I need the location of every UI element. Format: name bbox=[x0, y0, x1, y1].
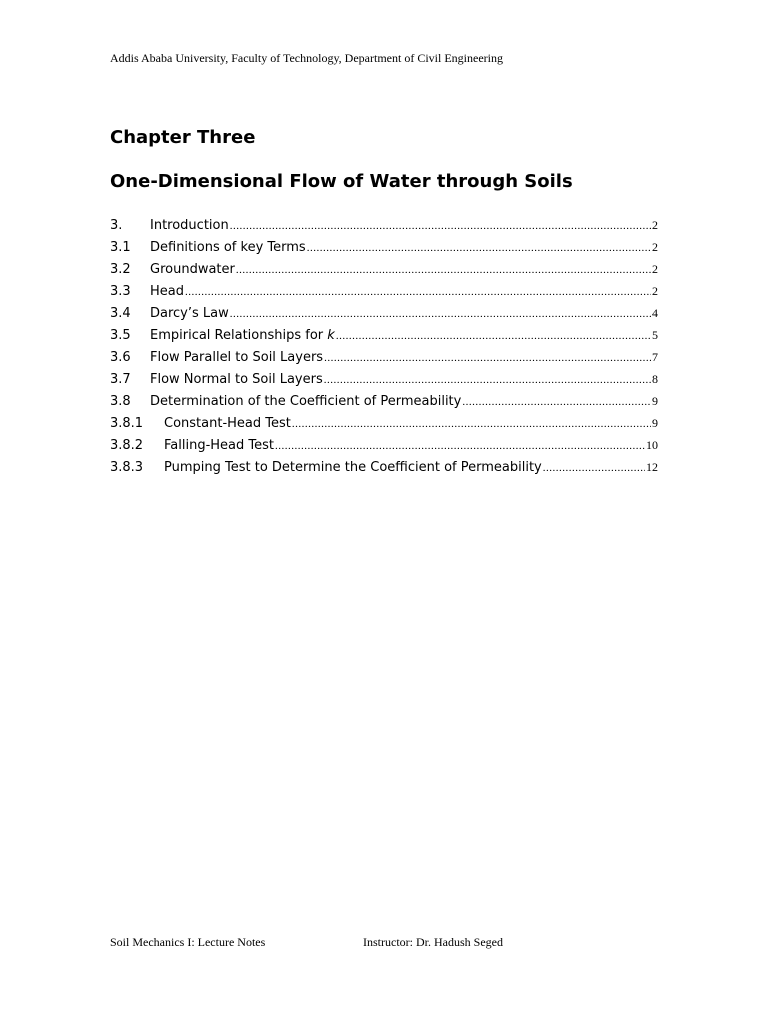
toc-entry-flow-normal[interactable] bbox=[110, 368, 658, 390]
toc-entry-page: 2 bbox=[652, 240, 658, 254]
toc-entry-empirical-relationships[interactable] bbox=[110, 324, 658, 346]
toc-entry-darcys-law[interactable] bbox=[110, 302, 658, 324]
toc-dot-leader bbox=[324, 369, 651, 391]
table-of-contents bbox=[110, 214, 658, 478]
toc-entry-flow-parallel[interactable] bbox=[110, 346, 658, 368]
toc-dot-leader bbox=[292, 413, 651, 435]
toc-entry-page: 5 bbox=[652, 328, 658, 342]
toc-dot-leader bbox=[336, 325, 651, 347]
toc-entry-page: 2 bbox=[652, 284, 658, 298]
toc-dot-leader bbox=[230, 215, 651, 237]
toc-entry-head[interactable] bbox=[110, 280, 658, 302]
toc-dot-leader bbox=[275, 435, 645, 457]
toc-entry-page: 2 bbox=[652, 218, 658, 232]
toc-entry-title: Darcy’s Law bbox=[150, 306, 229, 321]
running-header: Addis Ababa University, Faculty of Technology, Department of Civil Engineering bbox=[110, 51, 503, 65]
toc-entry-number: 3.7 bbox=[110, 372, 131, 387]
toc-entry-page: 10 bbox=[646, 438, 658, 452]
toc-entry-groundwater[interactable] bbox=[110, 258, 658, 280]
toc-entry-title: Definitions of key Terms bbox=[150, 240, 306, 255]
toc-entry-number: 3.1 bbox=[110, 240, 131, 255]
toc-entry-falling-head-test[interactable] bbox=[110, 434, 658, 456]
toc-entry-page: 8 bbox=[652, 372, 658, 386]
toc-entry-number: 3.8.2 bbox=[110, 438, 144, 453]
toc-entry-determination[interactable] bbox=[110, 390, 658, 412]
toc-entry-definitions[interactable] bbox=[110, 236, 658, 258]
chapter-title: Chapter Three bbox=[110, 127, 256, 148]
toc-dot-leader bbox=[543, 457, 645, 479]
toc-entry-title: Head bbox=[150, 284, 184, 299]
toc-dot-leader bbox=[462, 391, 651, 413]
toc-entry-title-text: Empirical Relationships for bbox=[150, 328, 328, 343]
toc-entry-page: 9 bbox=[652, 416, 658, 430]
toc-entry-title: Flow Parallel to Soil Layers bbox=[150, 350, 324, 365]
toc-entry-title: Falling-Head Test bbox=[164, 438, 274, 453]
toc-entry-page: 7 bbox=[652, 350, 658, 364]
toc-dot-leader bbox=[230, 303, 651, 325]
toc-entry-number: 3.4 bbox=[110, 306, 131, 321]
toc-dot-leader bbox=[324, 347, 651, 369]
toc-entry-title: Determination of the Coefficient of Permeability bbox=[150, 394, 462, 409]
toc-entry-number: 3.5 bbox=[110, 328, 131, 343]
footer-course-title: Soil Mechanics I: Lecture Notes bbox=[110, 935, 266, 949]
toc-entry-pumping-test[interactable] bbox=[110, 456, 658, 478]
toc-entry-page: 4 bbox=[652, 306, 658, 320]
toc-entry-page: 9 bbox=[652, 394, 658, 408]
toc-entry-number: 3. bbox=[110, 218, 123, 233]
toc-entry-introduction[interactable] bbox=[110, 214, 658, 236]
toc-dot-leader bbox=[185, 281, 651, 303]
toc-entry-title: Pumping Test to Determine the Coefficient of Permeability bbox=[164, 460, 542, 475]
toc-entry-number: 3.8.3 bbox=[110, 460, 144, 475]
toc-dot-leader bbox=[236, 259, 651, 281]
toc-entry-title-italic: k bbox=[327, 328, 335, 343]
toc-entry-constant-head-test[interactable] bbox=[110, 412, 658, 434]
toc-entry-title bbox=[150, 325, 335, 347]
toc-entry-number: 3.8 bbox=[110, 394, 131, 409]
toc-entry-number: 3.6 bbox=[110, 350, 131, 365]
toc-entry-number: 3.3 bbox=[110, 284, 131, 299]
toc-entry-title: Groundwater bbox=[150, 262, 235, 277]
toc-entry-title: Introduction bbox=[150, 218, 229, 233]
toc-entry-number: 3.8.1 bbox=[110, 416, 144, 431]
toc-entry-page: 2 bbox=[652, 262, 658, 276]
toc-entry-title: Constant-Head Test bbox=[164, 416, 291, 431]
footer-instructor: Instructor: Dr. Hadush Seged bbox=[363, 935, 503, 949]
toc-entry-page: 12 bbox=[646, 460, 658, 474]
toc-entry-title: Flow Normal to Soil Layers bbox=[150, 372, 323, 387]
toc-dot-leader bbox=[307, 237, 651, 259]
chapter-subtitle: One-Dimensional Flow of Water through Soils bbox=[110, 171, 573, 192]
toc-entry-number: 3.2 bbox=[110, 262, 131, 277]
